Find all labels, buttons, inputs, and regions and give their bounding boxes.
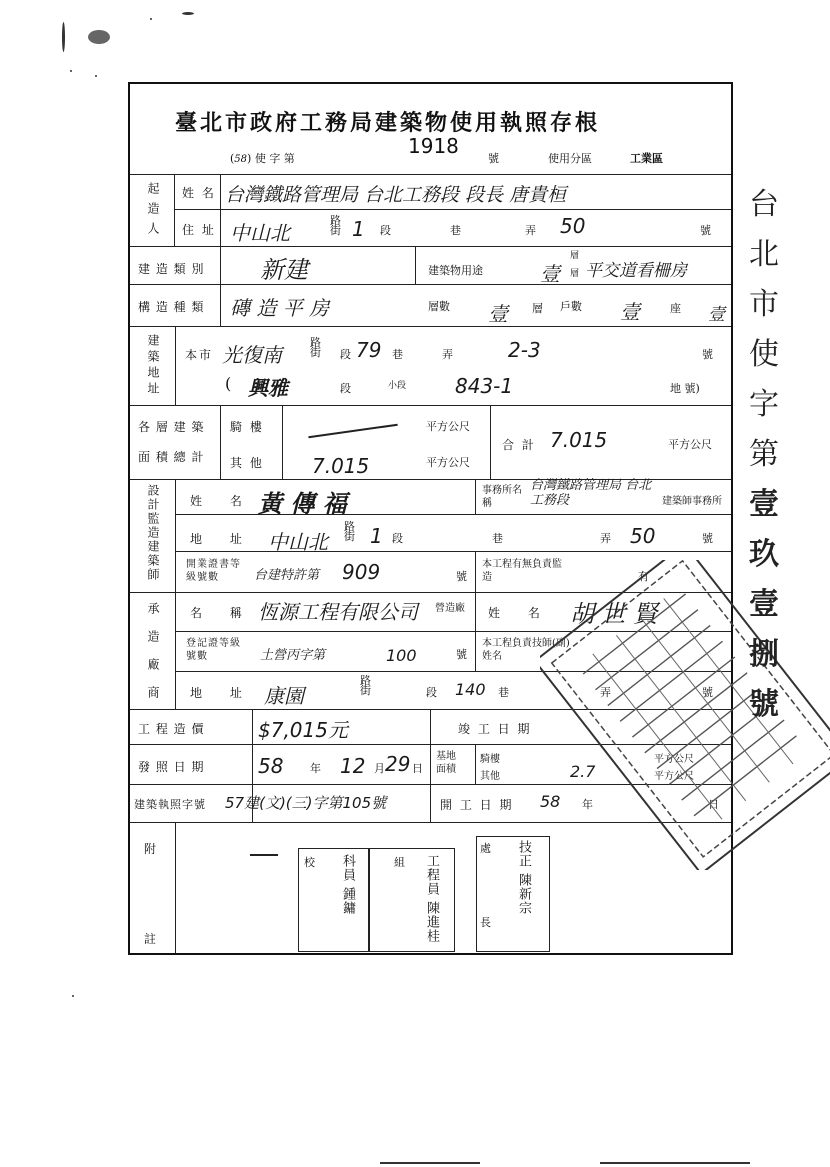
base-arcade-unit: 平方公尺	[654, 754, 694, 765]
contractor-name-value: 恆源工程有限公司	[258, 600, 418, 624]
contractor-addr-road: 康園	[264, 684, 304, 708]
site-land-no-unit: 地 號)	[670, 382, 700, 395]
architect-office-label: 事務所名稱	[482, 485, 522, 509]
contractor-person-value: 胡 世 賢	[570, 600, 658, 628]
structure-value: 磚 造 平 房	[230, 296, 330, 320]
households-value: 壹	[620, 300, 640, 324]
owner-addr-label: 住 址	[182, 223, 216, 237]
site-lane-unit: 巷	[392, 348, 403, 361]
households-label: 戶數	[560, 300, 582, 313]
issue-date-label: 發 照 日 期	[138, 760, 205, 774]
build-use-value: 平交道看柵房	[585, 261, 687, 281]
base-arcade-label: 騎樓	[480, 754, 500, 765]
contractor-reg-no: 100	[386, 646, 417, 665]
contractor-person-label: 姓 名	[488, 606, 552, 620]
architect-section-label: 設計監造建築師	[146, 484, 160, 582]
architect-license-no: 909	[342, 560, 381, 584]
start-day-unit: 日	[708, 798, 719, 811]
owner-name-value: 台灣鐵路管理局 台北工務段 段長 唐貴桓	[225, 184, 567, 206]
architect-addr-section-unit: 段	[392, 532, 403, 545]
architect-license-label: 開業證書等級號數	[186, 559, 241, 583]
households-extra: 壹	[708, 305, 725, 325]
contractor-addr-label: 地 址	[190, 686, 254, 700]
notes-label-top: 附	[144, 842, 159, 856]
owner-addr-road: 中山北	[230, 221, 290, 245]
area-other-value: 7.015	[312, 454, 370, 478]
area-other-unit: 平方公尺	[426, 456, 470, 469]
owner-addr-lane-unit: 巷	[450, 224, 461, 237]
issue-month-unit: 月	[374, 762, 385, 775]
site-no: 2-3	[508, 338, 541, 362]
contractor-engineer-label: 本工程負責技師(副)姓名	[482, 638, 570, 662]
contractor-name-suffix: 營造廠	[435, 603, 465, 614]
start-year: 58	[540, 792, 561, 811]
stamp-name-office: 技正 陳新宗	[516, 840, 531, 916]
side-text	[744, 180, 784, 730]
contractor-addr-lane: 140	[455, 680, 486, 699]
owner-addr-section-unit: 段	[380, 224, 391, 237]
site-label: 建築地址	[146, 334, 160, 398]
complete-date-label: 竣 工 日 期	[458, 722, 532, 736]
start-date-label: 開 工 日 期	[440, 798, 514, 812]
side-char-5: 第	[749, 437, 779, 472]
owner-addr-section: 1	[352, 217, 365, 241]
owner-section-label: 起造人	[146, 182, 160, 242]
architect-addr-road: 中山北	[268, 530, 328, 554]
issue-month: 12	[340, 754, 366, 778]
stamp-name-clerk: 科員 鍾鏞	[340, 854, 355, 916]
contractor-addr-lane-unit: 巷	[498, 686, 509, 699]
area-total-value: 7.015	[550, 428, 608, 452]
stamp-label-0: 校	[304, 856, 315, 869]
license-prefix: (58) 使 字 第	[230, 152, 295, 165]
side-char-3: 使	[749, 337, 779, 372]
side-char-9: 捌	[749, 637, 779, 672]
contractor-name-label: 名 稱	[190, 606, 254, 620]
architect-license-unit: 號	[456, 570, 467, 583]
stamp-label-2: 處	[480, 842, 491, 855]
permit-label: 建築執照字號	[134, 798, 206, 811]
area-other-label: 其 他	[230, 456, 264, 470]
contractor-reg-label: 登記證等級號數	[186, 638, 241, 662]
floors-label: 層數	[428, 300, 450, 313]
base-other-unit: 平方公尺	[654, 771, 694, 782]
architect-addr-no: 50	[630, 524, 656, 548]
owner-name-label: 姓 名	[182, 186, 216, 200]
site-city: 本市	[185, 348, 214, 362]
architect-addr-no-unit: 號	[702, 532, 713, 545]
side-char-4: 字	[749, 387, 779, 422]
side-char-10: 號	[749, 687, 779, 722]
build-floors-prefix: 壹	[540, 262, 560, 286]
site-land-no: 843-1	[455, 374, 514, 398]
build-type-value: 新建	[260, 256, 308, 284]
architect-name-label: 姓 名	[190, 494, 254, 508]
side-char-7: 玖	[749, 537, 779, 572]
cost-label: 工 程 造 價	[138, 722, 205, 736]
owner-addr-alley-unit: 弄	[525, 224, 536, 237]
site-land-section: 興雅	[248, 376, 288, 400]
stamp-label-1: 組	[394, 856, 405, 869]
site-sub-section-unit: 小段	[388, 381, 407, 391]
side-char-2: 市	[749, 287, 779, 322]
floors-value: 壹	[488, 302, 508, 326]
hao-label: 號	[488, 152, 499, 165]
base-other-label: 其他	[480, 771, 500, 782]
site-road-unit: 路街	[310, 336, 321, 359]
base-other-value: 2.7	[570, 762, 596, 781]
area-arcade-label: 騎 樓	[230, 420, 264, 434]
area-total-unit: 平方公尺	[668, 438, 712, 451]
contractor-addr-alley-unit: 弄	[600, 686, 611, 699]
contractor-addr-no-unit: 號	[702, 686, 713, 699]
zone-value: 工業區	[630, 152, 663, 165]
start-year-unit: 年	[582, 798, 593, 811]
build-type-label: 建 造 類 別	[138, 262, 205, 276]
architect-addr-road-unit: 路街	[344, 520, 355, 543]
structure-label: 構 造 種 類	[138, 300, 205, 314]
architect-addr-label: 地 址	[190, 532, 254, 546]
base-area-label: 基地面積	[436, 751, 456, 775]
contractor-addr-road-unit: 路街	[360, 674, 371, 697]
form-title: 臺北市政府工務局建築物使用執照存根	[175, 110, 601, 136]
issue-day-unit: 日	[412, 762, 423, 775]
stamp-name-section: 工程員 陳進桂	[424, 854, 439, 944]
owner-addr-no-unit: 號	[700, 224, 711, 237]
owner-addr-no: 50	[560, 214, 586, 238]
contractor-addr-section-unit: 段	[426, 686, 437, 699]
architect-office-value: 台灣鐵路管理局 台北工務段	[530, 478, 652, 508]
cost-value: $7,015元	[258, 718, 348, 742]
stamp-box-section	[368, 848, 455, 952]
architect-supervision-value: 有	[638, 570, 649, 583]
architect-addr-lane-unit: 巷	[492, 532, 503, 545]
notes-label-bottom: 註	[144, 932, 159, 946]
site-no-unit: 號	[702, 348, 713, 361]
seal-stamp-overlay	[540, 560, 830, 870]
architect-office-suffix: 建築師事務所	[662, 496, 722, 507]
contractor-section-label: 承造廠商	[146, 602, 160, 714]
area-arcade-dash	[308, 424, 397, 438]
architect-addr-section: 1	[370, 524, 383, 548]
issue-year: 58	[258, 754, 284, 778]
side-char-6: 壹	[749, 487, 779, 522]
architect-addr-alley-unit: 弄	[600, 532, 611, 545]
area-total-label: 合 計	[502, 438, 536, 452]
notes-dash	[250, 854, 278, 856]
build-floor-unit-top: 層	[570, 251, 580, 261]
area-label-1: 各 層 建 築	[138, 420, 205, 434]
site-section-unit: 段	[340, 348, 351, 361]
architect-license-prefix: 台建特許第	[254, 568, 320, 583]
area-label-2: 面 積 總 計	[138, 450, 205, 464]
floor-unit: 層	[532, 302, 543, 315]
site-land-section-unit: 段	[340, 382, 351, 395]
site-paren: (	[225, 374, 232, 393]
household-unit: 座	[670, 302, 681, 315]
stamp-label-3: 長	[480, 916, 491, 929]
zone-label: 使用分區	[548, 152, 592, 165]
architect-supervision-label: 本工程有無負責監造	[482, 559, 562, 583]
contractor-reg-prefix: 土營丙字第	[260, 648, 326, 663]
permit-value: 57建(文)(三)字第105號	[225, 794, 387, 812]
site-road: 光復南	[222, 343, 282, 367]
architect-name-value: 黃 傳 福	[258, 490, 347, 518]
side-char-8: 壹	[749, 587, 779, 622]
owner-addr-road-unit: 路街	[330, 214, 341, 237]
side-char-0: 台	[749, 187, 779, 222]
contractor-reg-unit: 號	[456, 648, 467, 661]
build-use-label: 建築物用途	[428, 264, 483, 277]
issue-year-unit: 年	[310, 762, 321, 775]
license-number: 1918	[408, 134, 459, 158]
area-arcade-unit: 平方公尺	[426, 420, 470, 433]
site-alley-unit: 弄	[442, 348, 453, 361]
issue-day: 29	[385, 752, 411, 776]
side-char-1: 北	[749, 237, 779, 272]
site-lane: 79	[356, 338, 382, 362]
build-floor-unit-bottom: 層	[570, 269, 580, 279]
